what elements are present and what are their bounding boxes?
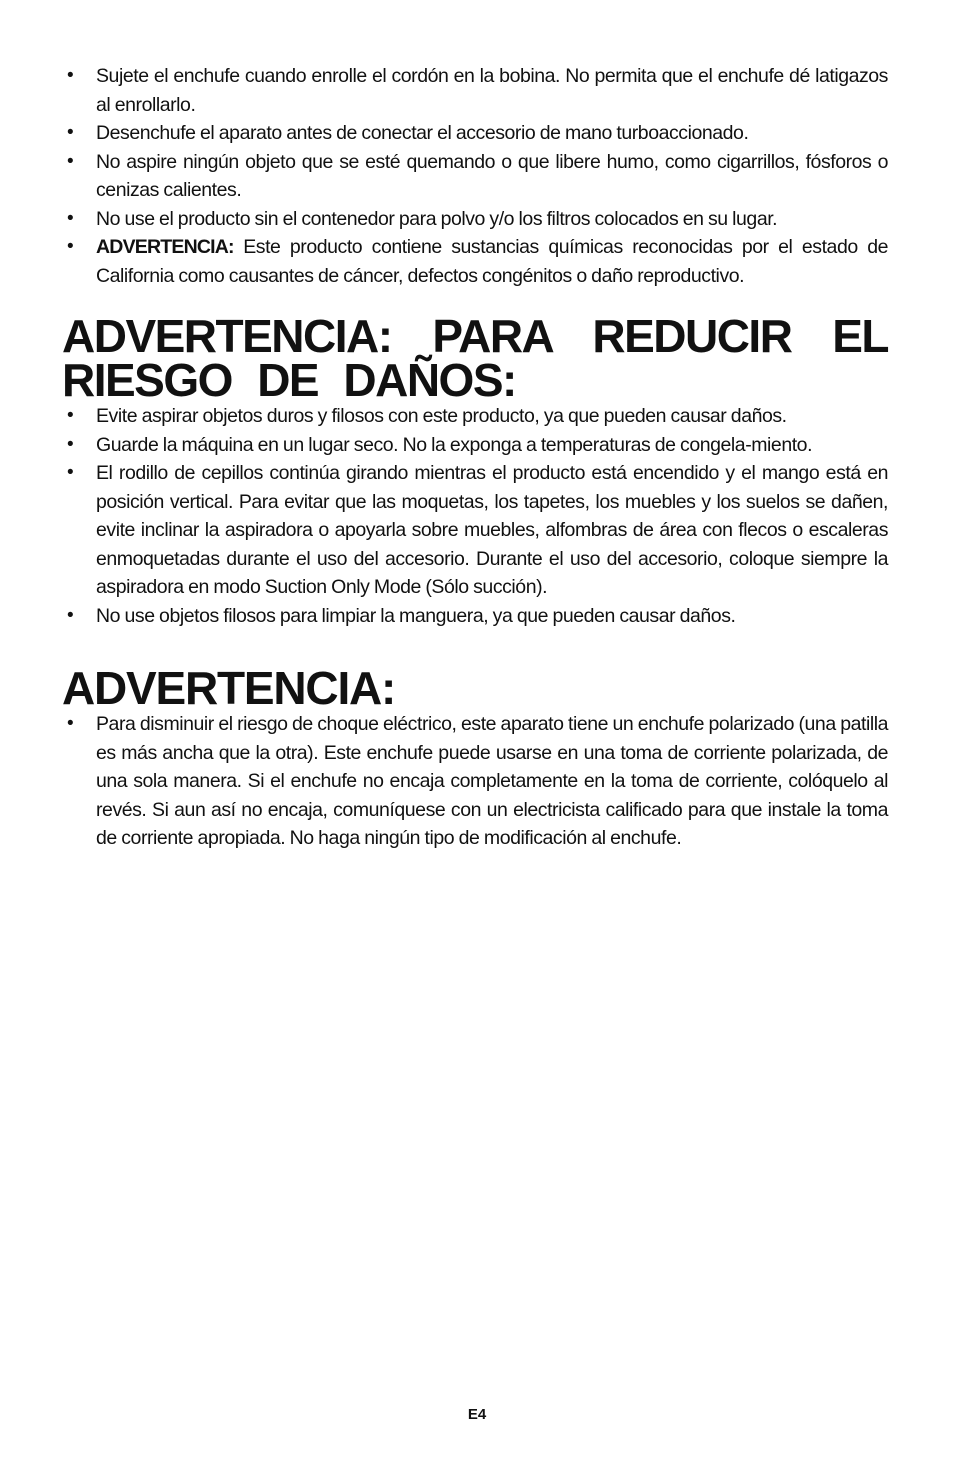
bullet-icon: • xyxy=(67,604,74,626)
list-item-text: Desenchufe el aparato antes de conectar el accesorio de mano turboaccionado. xyxy=(96,122,749,144)
list-item-text: Guarde la máquina en un lugar seco. No la exponga a temperaturas de congela-miento. xyxy=(96,433,813,456)
intro-bullet-list xyxy=(62,62,888,290)
list-item-text: No use el producto sin el contenedor para polvo y/o los filtros colocados en su lugar. xyxy=(96,207,778,230)
list-item-text: Sujete el enchufe cuando enrolle el cordón en la bobina. No permita que el enchufe dé latigazos al enrollarlo. xyxy=(96,65,888,116)
warning-bullet-list xyxy=(62,710,888,853)
list-item-text: Evite aspirar objetos duros y filosos con este producto, ya que pueden causar daños. xyxy=(96,405,787,427)
list-item-text: No aspire ningún objeto que se esté quemando o que libere humo, como cigarrillos, fósforos o cenizas calientes. xyxy=(96,150,888,201)
warning-text: Este producto contiene sustancias químicas reconocidas por el estado de California como causantes de cáncer, defectos congénitos o daño reproductivo. xyxy=(96,236,888,287)
bullet-icon: • xyxy=(67,122,74,143)
warning-label: ADVERTENCIA: xyxy=(96,236,234,258)
bullet-icon: • xyxy=(67,405,74,426)
bullet-icon: • xyxy=(67,150,74,172)
list-item-text: No use objetos filosos para limpiar la manguera, ya que pueden causar daños. xyxy=(96,604,736,627)
section-heading-reduce-damage: ADVERTENCIA: PARA REDUCIR EL RIESGO DE DAÑOS: xyxy=(62,310,888,406)
bullet-icon: • xyxy=(67,65,74,86)
warning-list-item xyxy=(62,233,888,290)
list-item xyxy=(62,148,888,205)
damage-bullet-list xyxy=(62,402,888,630)
list-item xyxy=(62,402,888,431)
list-item xyxy=(62,710,888,853)
list-item xyxy=(62,62,888,119)
bullet-icon: • xyxy=(67,462,74,483)
list-item xyxy=(62,602,888,631)
list-item-text: El rodillo de cepillos continúa girando mientras el producto está encendido y el mango está en posición vertical. Para evitar que las moquetas, los tapetes, los muebles y los suelos se dañen, evite inclinar la aspiradora o apoyarla sobre muebles, alfombras de área con flecos o escaleras enmoquetadas durante el uso del accesorio. Durante el uso del accesorio, coloque siempre la aspiradora en modo Suction Only Mode (Sólo succión). xyxy=(96,462,888,598)
section-heading-warning: ADVERTENCIA: xyxy=(62,662,396,714)
bullet-icon: • xyxy=(67,433,74,455)
page-number: E4 xyxy=(467,1406,487,1423)
bullet-icon: • xyxy=(67,713,74,734)
list-item xyxy=(62,119,888,148)
list-item xyxy=(62,431,888,460)
list-item-text: Para disminuir el riesgo de choque eléctrico, este aparato tiene un enchufe polarizado (una patilla es más ancha que la otra). Este enchufe puede usarse en una toma de corriente polarizada, de una sola manera. Si el enchufe no encaja completamente en la toma de corriente, colóquelo al revés. Si aun así no encaja, comuníquese con un electricista calificado para que instale la toma de corriente apropiada. No haga ningún tipo de modificación al enchufe. xyxy=(96,713,888,849)
list-item xyxy=(62,459,888,602)
bullet-icon: • xyxy=(67,207,74,229)
bullet-icon: • xyxy=(67,236,74,257)
list-item xyxy=(62,205,888,234)
document-page xyxy=(62,62,888,853)
